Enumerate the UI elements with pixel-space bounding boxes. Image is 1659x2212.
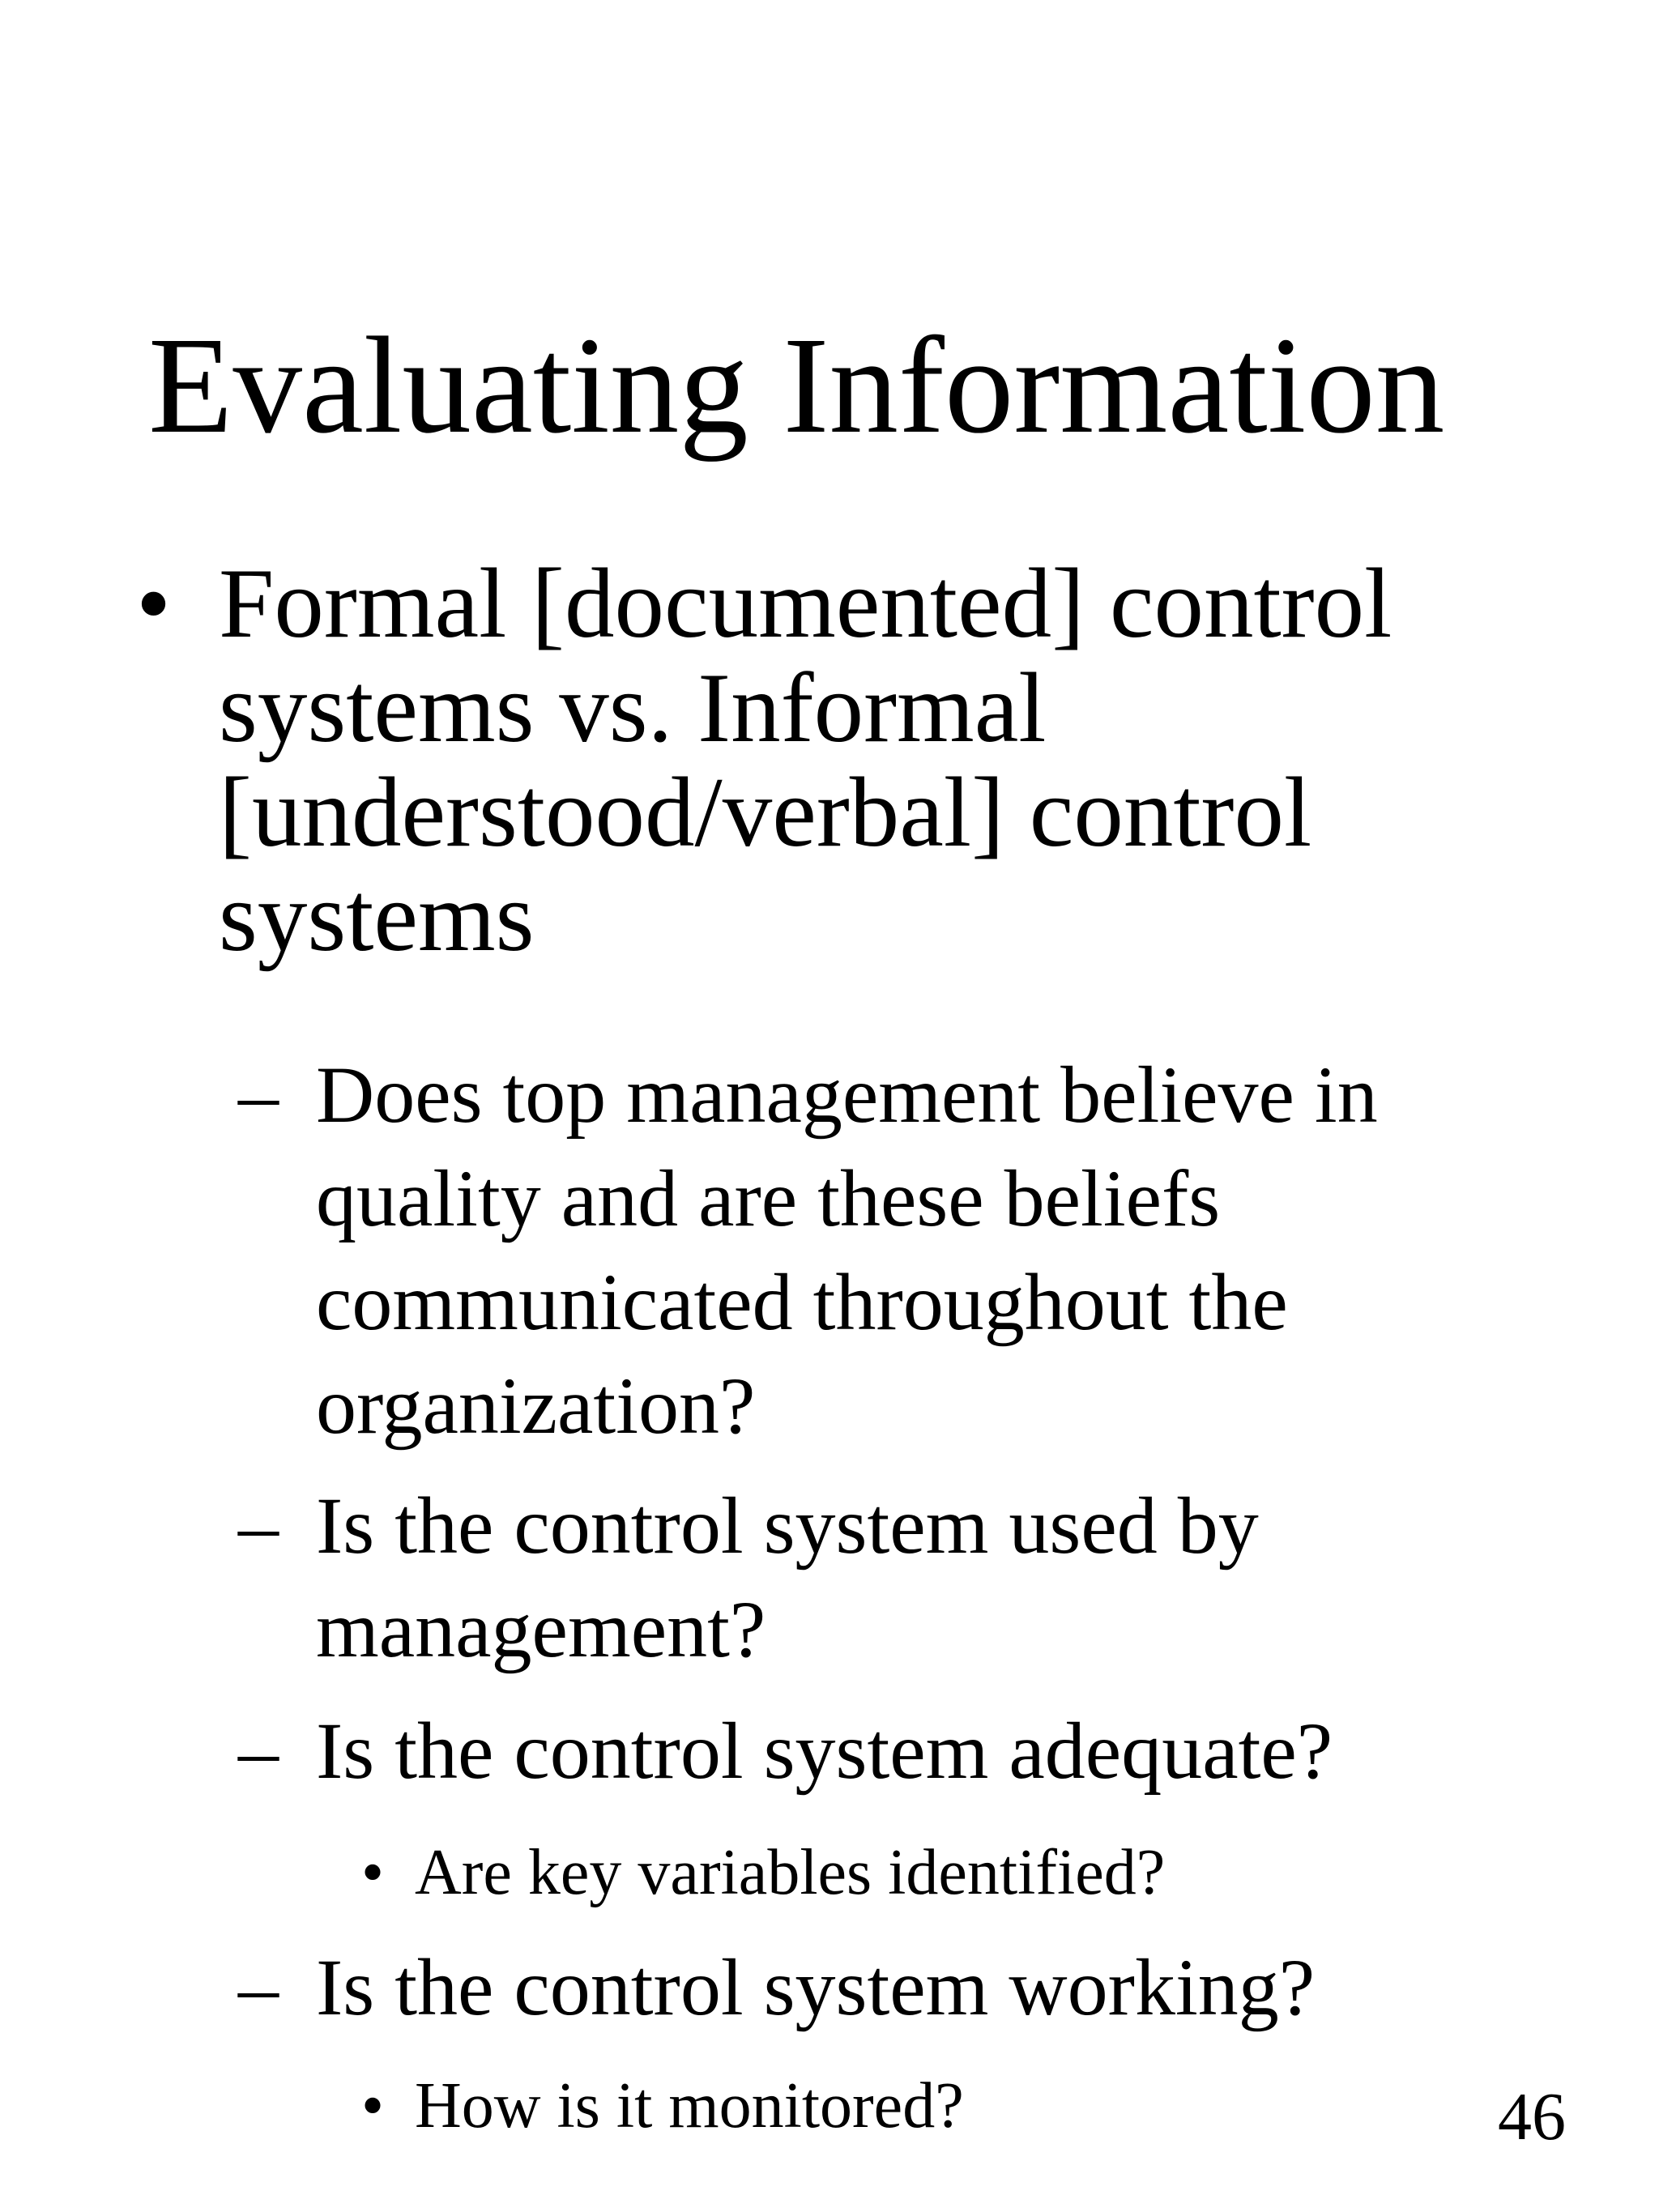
dash-marker: –: [238, 1942, 279, 2032]
dash-marker: –: [238, 1481, 279, 1571]
sub-item-top-management: [238, 1043, 1580, 1458]
slide-title: Evaluating Information: [148, 309, 1445, 462]
sub-item-text: Is the control system used by management?: [316, 1481, 1259, 1674]
dash-marker: –: [238, 1050, 279, 1140]
sub-item-adequate: [238, 1699, 1580, 1803]
dash-marker: –: [238, 1706, 279, 1796]
bullet-marker: •: [361, 1837, 385, 1908]
bullet-item-formal-vs-informal: [136, 548, 1482, 972]
sub-sub-item-monitored: [361, 2065, 1549, 2146]
sub-item-text: Is the control system adequate?: [316, 1706, 1333, 1796]
bullet-marker: •: [136, 548, 172, 658]
page-number: 46: [1498, 2079, 1566, 2154]
sub-item-text: Does top management believe in quality and are these beliefs communicated throughout the organization?: [316, 1050, 1378, 1451]
sub-sub-item-key-variables: [361, 1832, 1549, 1913]
bullet-text: Formal [documented] control systems vs. Informal [understood/verbal] control systems: [219, 548, 1392, 972]
sub-item-used-by-management: [238, 1474, 1580, 1681]
bullet-marker: •: [361, 2070, 385, 2142]
sub-item-working: [238, 1936, 1580, 2039]
sub-sub-item-text: How is it monitored?: [415, 2070, 964, 2142]
sub-sub-item-text: Are key variables identified?: [415, 1837, 1166, 1908]
sub-item-text: Is the control system working?: [316, 1942, 1316, 2032]
